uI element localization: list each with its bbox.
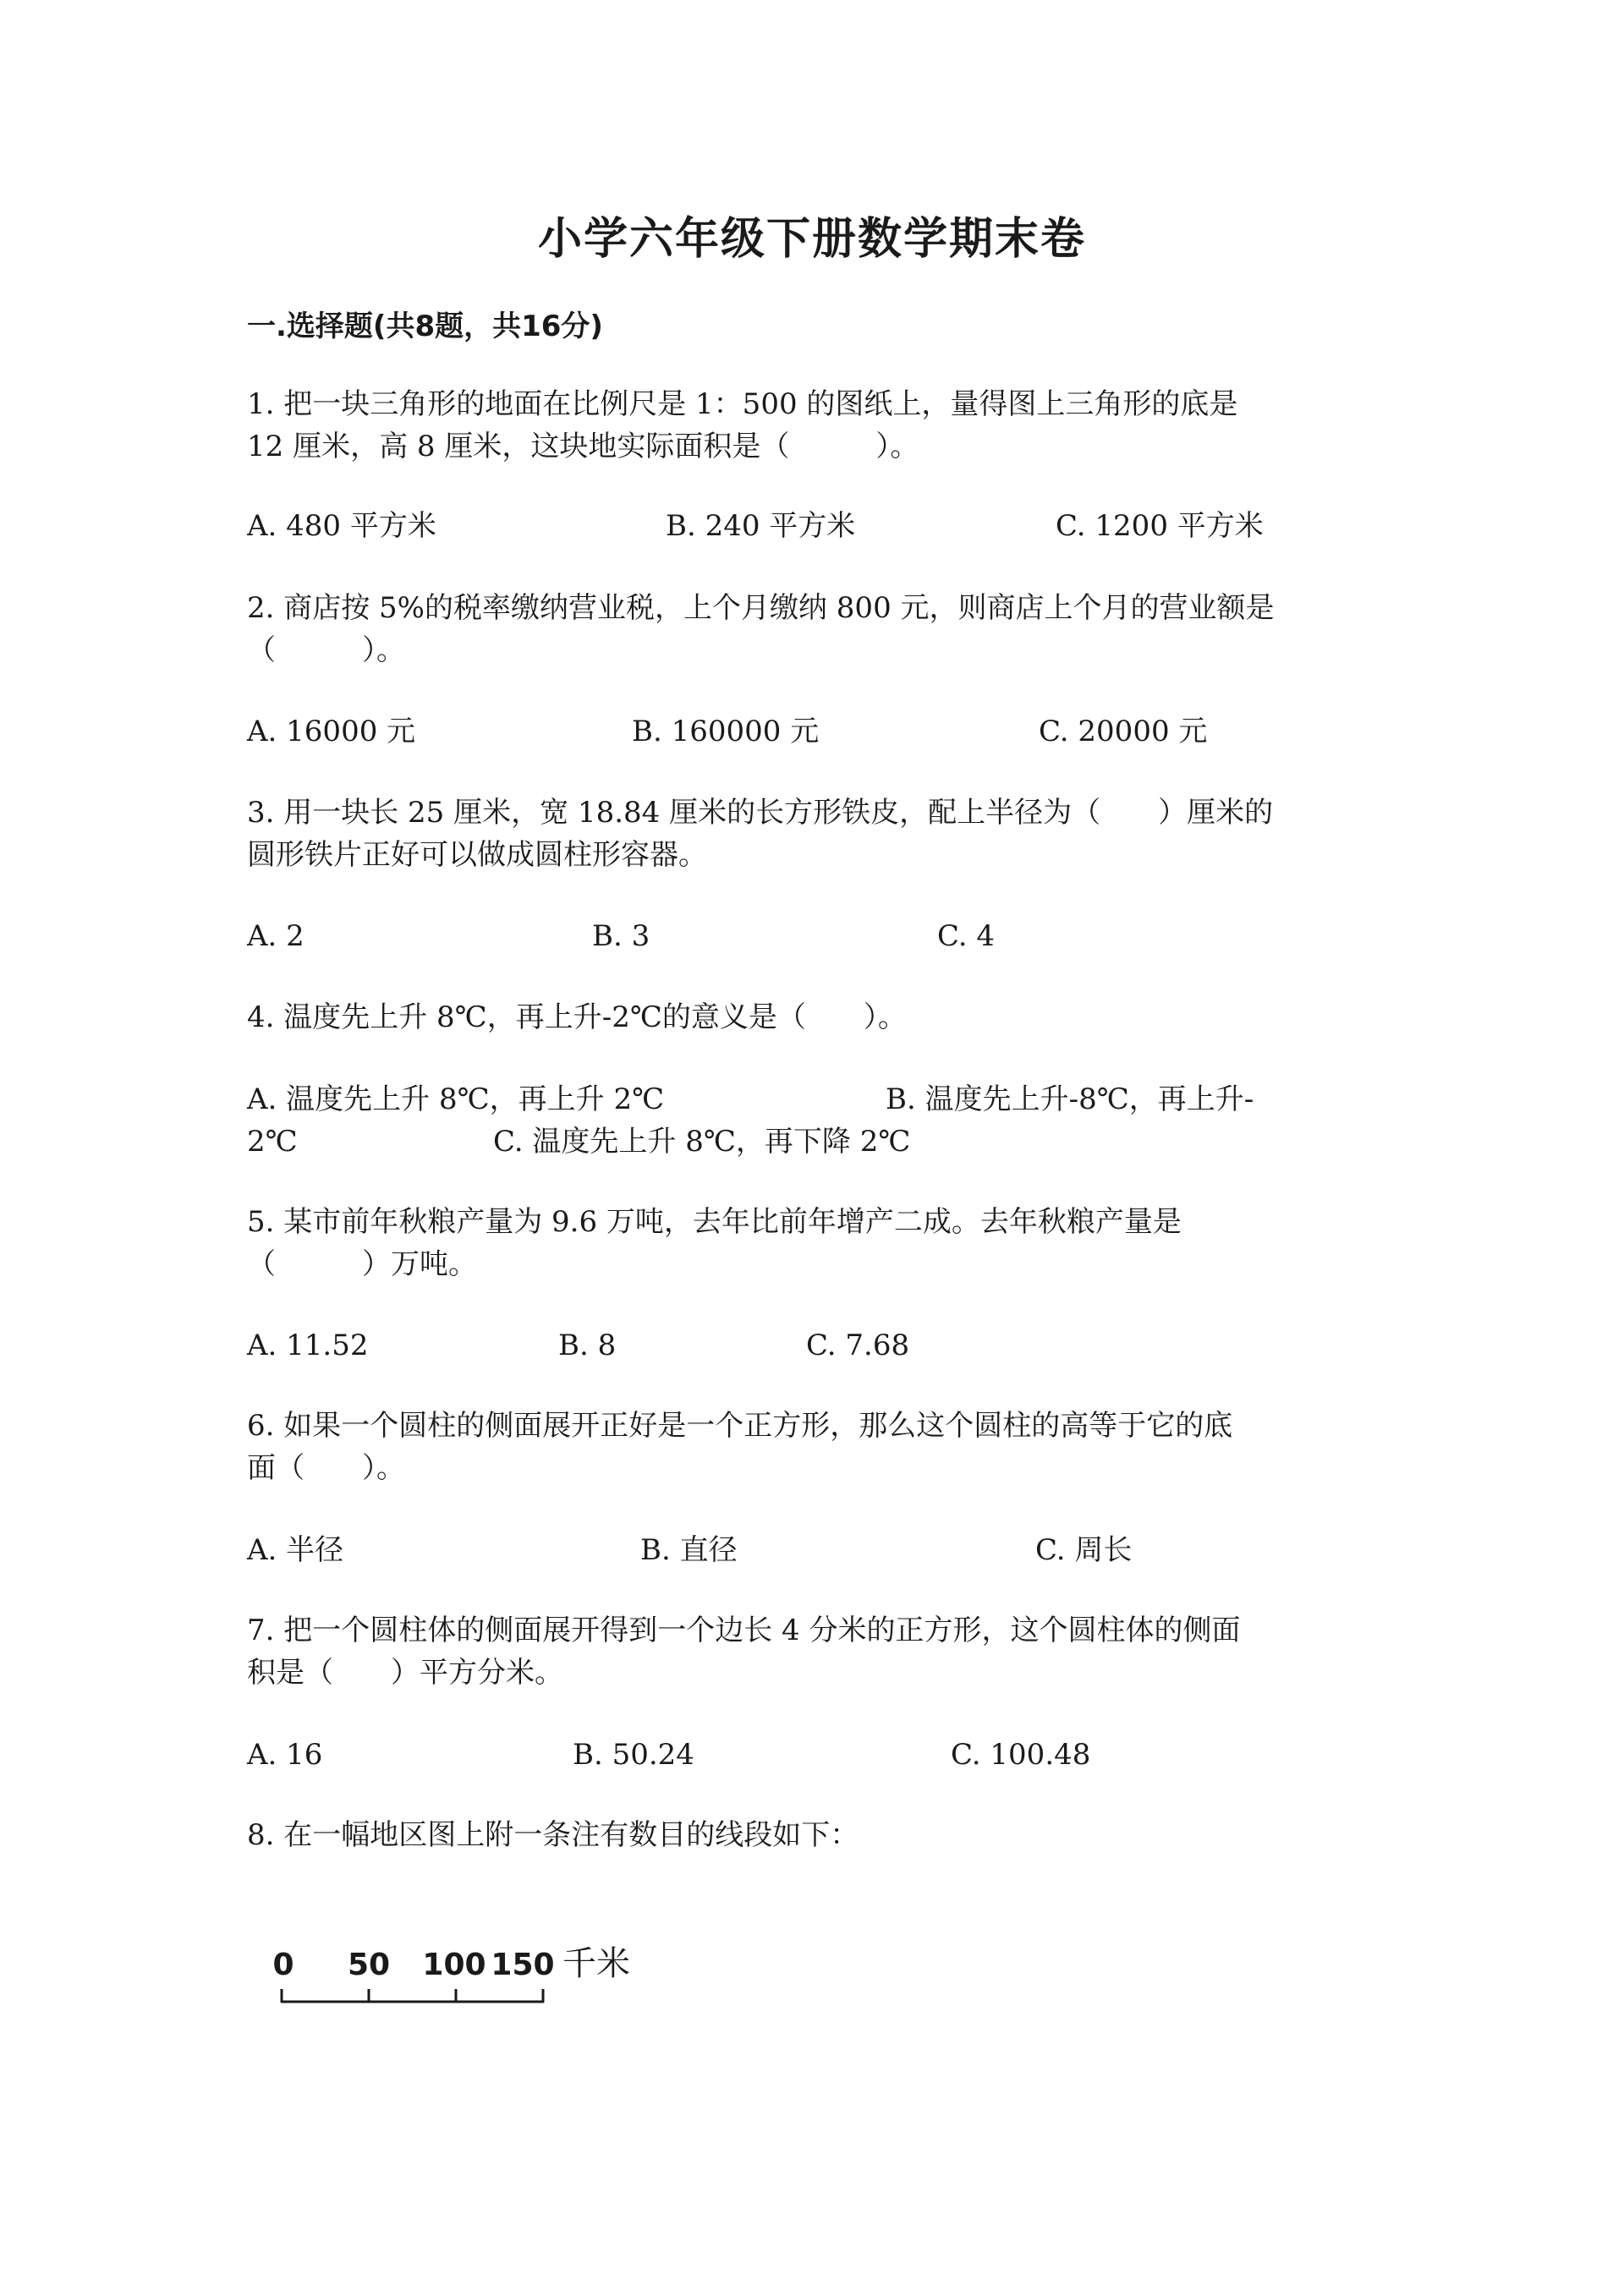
question-text-line: 3. 用一块长 25 厘米，宽 18.84 厘米的长方形铁皮，配上半径为（ ）厘米的	[247, 796, 1274, 830]
option-a: A. 16000 元	[247, 715, 416, 748]
option-c: C. 周长	[1035, 1533, 1133, 1567]
question-8	[247, 1814, 1389, 1856]
option-b: B. 8	[558, 1329, 617, 1362]
option-b: B. 直径	[640, 1533, 738, 1567]
question-3	[247, 792, 1389, 876]
section-heading: 一.选择题(共8题，共16分)	[247, 310, 603, 343]
option-c: C. 100.48	[951, 1738, 1091, 1772]
question-text-line: 1. 把一块三角形的地面在比例尺是 1：500 的图纸上，量得图上三角形的底是	[247, 387, 1238, 421]
option-b: B. 50.24	[573, 1738, 694, 1772]
scale-bar-figure	[271, 1937, 660, 2021]
question-text-line: 2. 商店按 5%的税率缴纳营业税，上个月缴纳 800 元，则商店上个月的营业额是	[247, 591, 1275, 625]
option-c: C. 温度先上升 8℃，再下降 2℃	[493, 1125, 911, 1159]
option-b-continued: 2℃	[247, 1125, 298, 1159]
scale-label-50: 50	[347, 1948, 391, 1982]
option-c: C. 20000 元	[1039, 715, 1208, 748]
question-text-line: （ ）。	[247, 633, 405, 667]
option-b: B. 160000 元	[632, 715, 820, 748]
option-a: A. 11.52	[247, 1329, 369, 1362]
question-text-line: 12 厘米，高 8 厘米，这块地实际面积是（ ）。	[247, 430, 919, 463]
scale-unit-label: 千米	[562, 1944, 630, 1983]
question-7	[247, 1609, 1389, 1694]
option-a: A. 16	[247, 1738, 323, 1772]
option-b: B. 3	[592, 919, 650, 953]
question-1	[247, 383, 1389, 468]
option-a: A. 温度先上升 8℃，再上升 2℃	[247, 1082, 665, 1116]
option-c: C. 4	[937, 919, 996, 953]
question-text-line: （ ）万吨。	[247, 1247, 477, 1281]
scale-label-150: 150	[491, 1948, 555, 1982]
option-a: A. 半径	[247, 1533, 344, 1567]
scale-label-0: 0	[272, 1948, 294, 1982]
option-a: A. 2	[247, 919, 304, 953]
option-c: C. 7.68	[806, 1329, 910, 1362]
question-text-line: 7. 把一个圆柱体的侧面展开得到一个边长 4 分米的正方形，这个圆柱体的侧面	[247, 1614, 1241, 1647]
question-text-line: 8. 在一幅地区图上附一条注有数目的线段如下：	[247, 1818, 859, 1852]
option-b: B. 240 平方米	[666, 509, 856, 543]
option-b: B. 温度先上升-8℃，再上升-	[886, 1082, 1254, 1116]
page-title: 小学六年级下册数学期末卷	[537, 214, 1086, 265]
question-text-line: 5. 某市前年秋粮产量为 9.6 万吨，去年比前年增产二成。去年秋粮产量是	[247, 1205, 1182, 1239]
question-text-line: 6. 如果一个圆柱的侧面展开正好是一个正方形，那么这个圆柱的高等于它的底	[247, 1409, 1233, 1443]
question-text-line: 圆形铁片正好可以做成圆柱形容器。	[247, 838, 707, 872]
question-text-line: 4. 温度先上升 8℃，再上升-2℃的意义是（ ）。	[247, 1000, 907, 1034]
scale-label-100: 100	[422, 1948, 486, 1982]
question-5	[247, 1201, 1389, 1285]
question-2	[247, 587, 1389, 671]
option-c: C. 1200 平方米	[1056, 509, 1264, 543]
question-6	[247, 1405, 1389, 1489]
question-text-line: 积是（ ）平方分米。	[247, 1656, 563, 1690]
option-a: A. 480 平方米	[247, 509, 436, 543]
question-text-line: 面（ ）。	[247, 1451, 405, 1485]
question-4	[247, 996, 1389, 1038]
